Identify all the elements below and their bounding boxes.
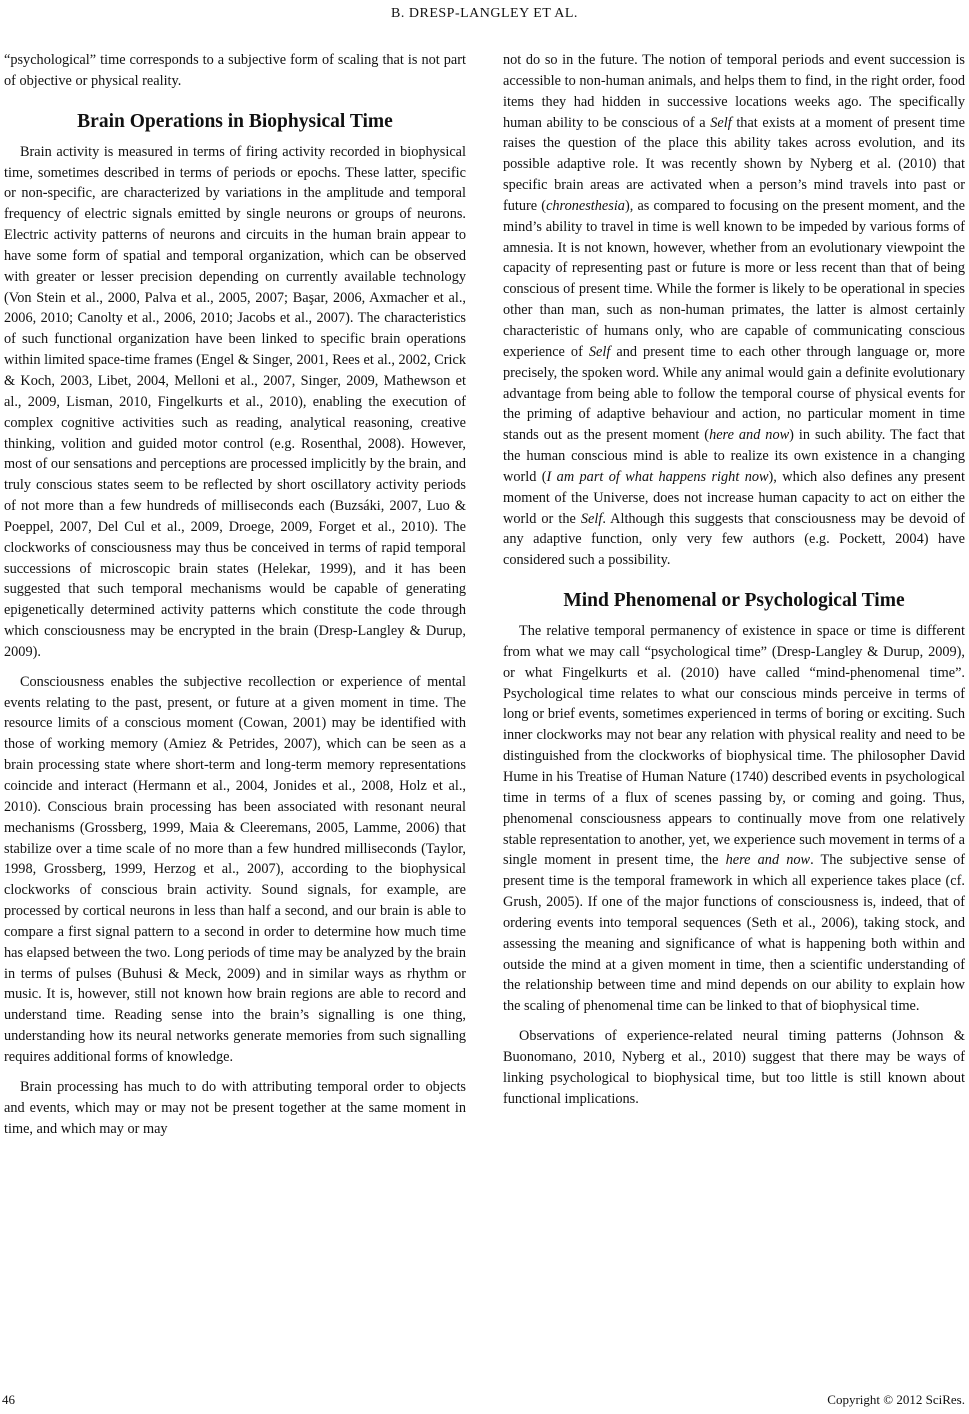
paragraph (503, 621, 965, 1017)
text-run: and present time to each other through language or, more precisely, the spoken word. While any animal would gain a definite evolutionary advantage from being able to follow the temporal course of physical events for the priming of adaptive behaviour and action, no particular moment in time stands out as the present moment ( (503, 343, 965, 444)
right-column (503, 50, 965, 1390)
italic-term: here and now (709, 427, 790, 444)
running-head: B. DRESP-LANGLEY ET AL. (391, 6, 578, 21)
text-run: The relative temporal permanency of existence in space or time is different from what we may call “psychological time” (Dresp-Langley & Durup, 2009), or what Fingelkurts et al. (2010) have called “mind-phenomenal time”. Psychological time relates to what our conscious minds perceive in terms of long or brief events, sometimes experienced in terms of boring or exciting. Such inner clockworks may not bear any relation with physical reality and need to be distinguished from the clockworks of biophysical time. The philosopher David Hume in his Treatise of Human Nature (1740) described events in psychological time in terms of a flux of scenes passing by, or coming and going. Thus, phenomenal consciousness appears to continually move from one relatively stable representation to another, yet, we experience such movement in terms of a single moment in present time, the (503, 623, 965, 869)
text-run: not do so in the future. The notion of temporal periods and event succession is accessible to non-human animals, and helps them to find, in the right order, food items they had hidden in successive locations weeks ago. The specifically human ability to be conscious of a (503, 52, 965, 131)
paragraph: Brain activity is measured in terms of firing activity recorded in biophysical time, sometimes described in terms of periods or epochs. These latter, specific or non-specific, are characterized by variations in the amplitude and temporal frequency of electric signals emitted by single neurons or groups of neurons. Electric activity patterns of neurons and circuits in the human brain appear to have some form of spatial and temporal organization, which can be observed with greater or lesser precision depending on currently available technology (Von Stein et al., 2000, Palva et al., 2005, 2007; Başar, 2006, Axmacher et al., 2006, 2010; Canolty et al., 2006, 2010; Jacobs et al., 2007). The characteristics of such functional organization have been linked to specific brain operations within limited space-time frames (Engel & Singer, 2001, Rees et al., 2002, Crick & Koch, 2003, Libet, 2004, Melloni et al., 2007, Singer, 2009, Mathewson et al., 2009, Lisman, 2010, Fingelkurts et al., 2010), enabling the execution of complex cognitive activities such as reading, analytical reasoning, creative thinking, volition and guided motor control (e.g. Rosenthal, 2008). However, most of our sensations and perceptions are processed implicitly by the brain, and truly conscious states seem to be reflected by short oscillatory activity periods of not more than a few hundreds of milliseconds each (Buzsáki, 2007, Luo & Poeppel, 2007, Del Cul et al., 2009, Droege, 2009, Forget et al., 2010). The clockworks of consciousness may thus be conceived in terms of rapid temporal successions of microscopic brain states (Helekar, 1999), and it has been suggested that such temporal mechanisms would be capable of generating epigenetically determined activity patterns which constitute the code through which consciousness may be encrypted in the brain (Dresp-Langley & Durup, 2009). (4, 143, 466, 660)
italic-term: chronesthesia (546, 197, 625, 214)
paragraph: “psychological” time corresponds to a subjective form of scaling that is not part of objective or physical reality. (4, 52, 466, 89)
italic-term: I am part of what happens right now (546, 468, 769, 485)
italic-term: here and now (725, 852, 811, 869)
copyright-notice: Copyright © 2012 SciRes. (827, 1392, 965, 1407)
italic-term: Self (580, 510, 603, 527)
paragraph (503, 50, 965, 571)
paragraph: Consciousness enables the subjective recollection or experience of mental events relating to the past, present, or future at a given moment in time. The resource limits of a conscious moment (Cowan, 2001) may be identified with those of working memory (Amiez & Petrides, 2007), which can be seen as a brain processing state where short-term and long-term memory representations coincide and interact (Hermann et al., 2004, Jonides et al., 2008, Holz et al., 2010). Conscious brain processing has been associated with resonant neural mechanisms (Grossberg, 1999, Maia & Cleeremans, 2005, Lamme, 2006) that stabilize over a time scale of no more than a few hundred milliseconds (Taylor, 1998, Grossberg, 1999, Herzog et al., 2007), according to the biophysical clockworks of conscious brain activity. Sound signals, for example, are processed by cortical neurons in less than half a second, and our brain is able to compare a first signal pattern to a second in order to determine how much time has elapsed between the two. Long periods of time may be analyzed by the brain in terms of pulses (Buhusi & Meck, 2009) and in similar ways as rhythm or music. It is, however, still not known how brain regions are able to record and understand time. Reading sense into the brain’s signalling is one thing, understanding how its neural networks generate memories from such signalling requires additional forms of knowledge. (4, 673, 466, 1065)
text-run: ), as compared to focusing on the present moment, and the mind’s ability to travel in time is well known to be impeded by various forms of amnesia. It is not known, however, whether from an evolutionary viewpoint the capacity of representing past or future is more or less recent than that of being conscious of present time. While the former is likely to be operational in species other than man, such as non-human primates, the latter is almost certainly characteristic of humans only, who are capable of communicating conscious experience of (503, 197, 965, 360)
text-run: ), which also defines any present moment of the Universe, does not increase human capacity to act on either the world or the (503, 468, 965, 527)
section-heading: Mind Phenomenal or Psychological Time (563, 590, 905, 612)
left-column (4, 50, 466, 1390)
paragraph: Observations of experience-related neural timing patterns (Johnson & Buonomano, 2010, Nyberg et al., 2010) suggest that there may be ways of linking psychological to biophysical time, but too little is still known about functional implications. (503, 1028, 965, 1107)
italic-term: Self (710, 114, 732, 131)
text-run: . The subjective sense of present time is the temporal framework in which all experience takes place (cf. Grush, 2005). If one of the major functions of consciousness is, indeed, that of ordering events into temporal sequences (Seth et al., 2006), taking stock, and assessing the meaning and significance of what is happening both within and outside the mind at a given moment in time, then a scientific understanding of the relationship between time and mind depends on our ability to explain how the scaling of phenomenal time can be linked to that of biophysical time. (503, 852, 965, 1015)
paragraph: Brain processing has much to do with attributing temporal order to objects and events, which may or may not be present together at the same moment in time, and which may or may (4, 1078, 466, 1137)
section-heading: Brain Operations in Biophysical Time (77, 110, 393, 132)
text-run: . Although this suggests that consciousness may be devoid of any adaptive function, only very few authors (e.g. Pockett, 2004) have considered such a possibility. (503, 510, 965, 569)
text-run: that exists at a moment of present time raises the question of the place this ability takes across evolution, and its possible adaptive role. It was recently shown by Nyberg et al. (2010) that specific brain areas are activated when a person’s mind travels into past or future ( (503, 114, 965, 214)
text-run: ) in such ability. The fact that the human conscious mind is able to realize its own existence in a changing world ( (503, 427, 965, 485)
page-number: 46 (2, 1392, 15, 1407)
italic-term: Self (588, 343, 611, 360)
